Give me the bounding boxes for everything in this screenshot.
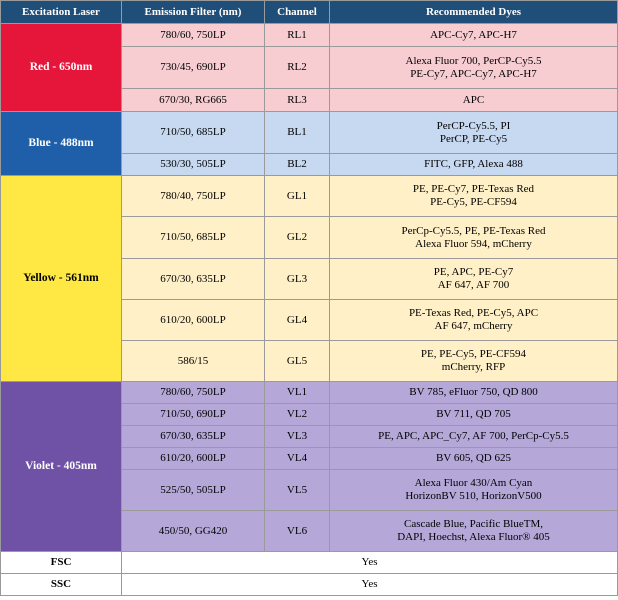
table-row	[1, 24, 618, 47]
channel-cell: RL1	[265, 24, 330, 47]
filter-cell: 780/40, 750LP	[122, 176, 265, 217]
dye-line: APC-Cy7, APC-H7	[430, 28, 517, 41]
channel-cell: GL1	[265, 176, 330, 217]
dye-line: PE-Cy5, PE-CF594	[430, 196, 517, 208]
dyes-cell	[330, 112, 618, 154]
filter-cell: 525/50, 505LP	[122, 470, 265, 511]
dye-line: PE, PE-Cy5, PE-CF594	[420, 348, 527, 360]
filter-cell: 670/30, 635LP	[122, 259, 265, 300]
channel-cell: BL1	[265, 112, 330, 154]
header-channel: Channel	[265, 1, 330, 24]
filter-cell: 610/20, 600LP	[122, 448, 265, 470]
dye-line: AF 647, mCherry	[434, 320, 513, 332]
filter-cell: 730/45, 690LP	[122, 47, 265, 89]
laser-red-cell: Red - 650nm	[1, 24, 122, 112]
dye-line: PE-Texas Red, PE-Cy5, APC	[408, 307, 539, 319]
filter-cell: 610/20, 600LP	[122, 300, 265, 341]
channel-cell: VL3	[265, 426, 330, 448]
dye-line: PerCP, PE-Cy5	[439, 132, 508, 145]
dye-line: APC	[462, 93, 485, 106]
laser-blue-cell: Blue - 488nm	[1, 112, 122, 176]
header-emission-filter: Emission Filter (nm)	[122, 1, 265, 24]
filter-cell: 710/50, 690LP	[122, 404, 265, 426]
dyes-cell	[330, 426, 618, 448]
dyes-cell	[330, 47, 618, 89]
dye-line: Alexa Fluor 430/Am Cyan	[414, 477, 533, 489]
dyes-cell	[330, 24, 618, 47]
filter-cell: 780/60, 750LP	[122, 382, 265, 404]
dyes-cell	[330, 176, 618, 217]
dyes-cell	[330, 511, 618, 552]
dye-line: Alexa Fluor 700, PerCP-Cy5.5	[405, 54, 542, 67]
header-row	[1, 1, 618, 24]
dye-line: BV 785, eFluor 750, QD 800	[409, 386, 538, 398]
channel-cell: RL3	[265, 89, 330, 112]
channel-cell: BL2	[265, 154, 330, 176]
scatter-value-ssc: Yes	[122, 574, 618, 596]
filter-cell: 710/50, 685LP	[122, 112, 265, 154]
filter-cell: 450/50, GG420	[122, 511, 265, 552]
dye-line: DAPI, Hoechst, Alexa Fluor® 405	[397, 531, 550, 543]
dyes-cell	[330, 470, 618, 511]
laser-violet-cell: Violet - 405nm	[1, 382, 122, 552]
dye-line: mCherry, RFP	[441, 361, 506, 373]
dye-line: HorizonBV 510, HorizonV500	[405, 490, 542, 502]
channel-cell: RL2	[265, 47, 330, 89]
dyes-cell	[330, 259, 618, 300]
dye-line: PerCp-Cy5.5, PE, PE-Texas Red	[401, 224, 546, 237]
dye-line: PE, APC, APC_Cy7, AF 700, PerCp-Cy5.5	[378, 430, 569, 442]
dye-line: PerCP-Cy5.5, PI	[436, 119, 511, 132]
filter-cell: 780/60, 750LP	[122, 24, 265, 47]
filter-cell: 710/50, 685LP	[122, 217, 265, 259]
channel-cell: VL5	[265, 470, 330, 511]
dyes-cell	[330, 404, 618, 426]
dyes-cell	[330, 341, 618, 382]
dye-line: AF 647, AF 700	[437, 279, 510, 291]
channel-cell: VL6	[265, 511, 330, 552]
dye-line: PE, APC, PE-Cy7	[433, 266, 514, 278]
filter-cell: 670/30, RG665	[122, 89, 265, 112]
channel-cell: GL4	[265, 300, 330, 341]
dye-line: BV 605, QD 625	[436, 452, 511, 464]
channel-cell: VL4	[265, 448, 330, 470]
dyes-cell	[330, 154, 618, 176]
dyes-cell	[330, 89, 618, 112]
dyes-cell	[330, 217, 618, 259]
filter-cell: 586/15	[122, 341, 265, 382]
scatter-value-fsc: Yes	[122, 552, 618, 574]
table-row	[1, 176, 618, 217]
dyes-cell	[330, 382, 618, 404]
table-row	[1, 574, 618, 596]
scatter-label-fsc: FSC	[1, 552, 122, 574]
filter-cell: 670/30, 635LP	[122, 426, 265, 448]
dye-line: PE, PE-Cy7, PE-Texas Red	[412, 183, 535, 195]
dyes-cell	[330, 448, 618, 470]
channel-cell: GL5	[265, 341, 330, 382]
channel-cell: GL2	[265, 217, 330, 259]
scatter-label-ssc: SSC	[1, 574, 122, 596]
channel-cell: VL2	[265, 404, 330, 426]
table-row	[1, 552, 618, 574]
dye-line: PE-Cy7, APC-Cy7, APC-H7	[410, 67, 537, 80]
dye-line: BV 711, QD 705	[436, 408, 511, 420]
channel-cell: VL1	[265, 382, 330, 404]
header-excitation-laser: Excitation Laser	[1, 1, 122, 24]
channel-cell: GL3	[265, 259, 330, 300]
table-row	[1, 112, 618, 154]
filter-cell: 530/30, 505LP	[122, 154, 265, 176]
laser-yellow-cell: Yellow - 561nm	[1, 176, 122, 382]
header-recommended-dyes: Recommended Dyes	[330, 1, 618, 24]
dyes-cell	[330, 300, 618, 341]
dye-line: Cascade Blue, Pacific BlueTM,	[404, 518, 543, 530]
table-row	[1, 382, 618, 404]
dye-line: Alexa Fluor 594, mCherry	[415, 237, 532, 250]
dye-line: FITC, GFP, Alexa 488	[424, 158, 523, 170]
